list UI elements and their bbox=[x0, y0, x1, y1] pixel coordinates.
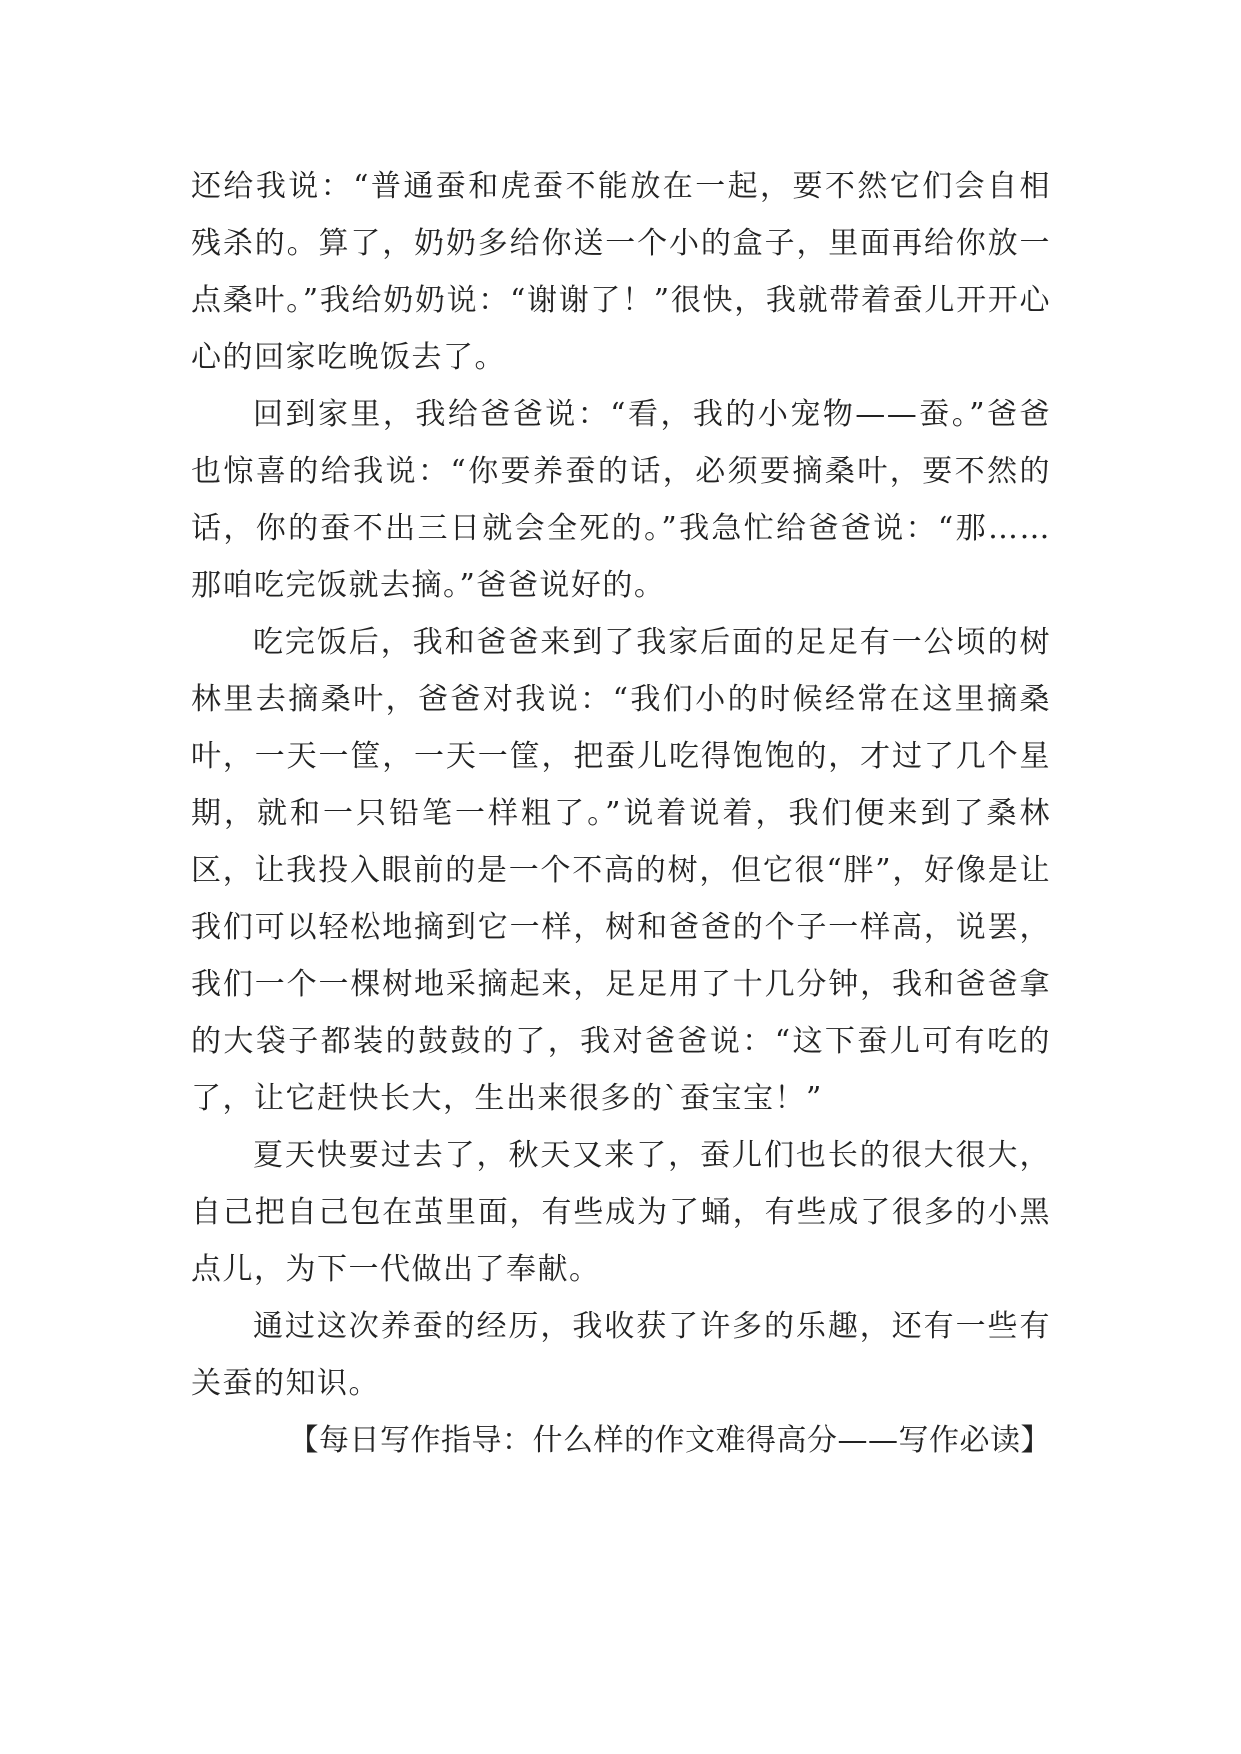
paragraph-2: 回到家里，我给爸爸说：“看，我的小宠物——蚕。”爸爸也惊喜的给我说：“你要养蚕的话，必须要摘桑叶，要不然的话，你的蚕不出三日就会全死的。”我急忙给爸爸说：“那……那咱吃完饭就去摘。”爸爸说好的。 bbox=[191, 397, 1051, 603]
paragraph-1: 还给我说：“普通蚕和虎蚕不能放在一起，要不然它们会自相残杀的。算了，奶奶多给你送一个小的盒子，里面再给你放一点桑叶。”我给奶奶说：“谢谢了！”很快，我就带着蚕儿开开心心的回家吃晚饭去了。 bbox=[191, 169, 1051, 375]
writing-guide-heading: 【每日写作指导：什么样的作文难得高分——写作必读】 bbox=[288, 1423, 1051, 1458]
document-body bbox=[191, 158, 1051, 1469]
paragraph-3: 吃完饭后，我和爸爸来到了我家后面的足足有一公顷的树林里去摘桑叶，爸爸对我说：“我们小的时候经常在这里摘桑叶，一天一筐，一天一筐，把蚕儿吃得饱饱的，才过了几个星期，就和一只铅笔一样粗了。”说着说着，我们便来到了桑林区，让我投入眼前的是一个不高的树，但它很“胖”，好像是让我们可以轻松地摘到它一样，树和爸爸的个子一样高，说罢，我们一个一棵树地采摘起来，足足用了十几分钟，我和爸爸拿的大袋子都装的鼓鼓的了，我对爸爸说：“这下蚕儿可有吃的了，让它赶快长大，生出来很多的`蚕宝宝！” bbox=[191, 625, 1051, 1116]
paragraph-4: 夏天快要过去了，秋天又来了，蚕儿们也长的很大很大，自己把自己包在茧里面，有些成为了蛹，有些成了很多的小黑点儿，为下一代做出了奉献。 bbox=[191, 1138, 1051, 1287]
paragraph-5: 通过这次养蚕的经历，我收获了许多的乐趣，还有一些有关蚕的知识。 bbox=[191, 1309, 1051, 1401]
